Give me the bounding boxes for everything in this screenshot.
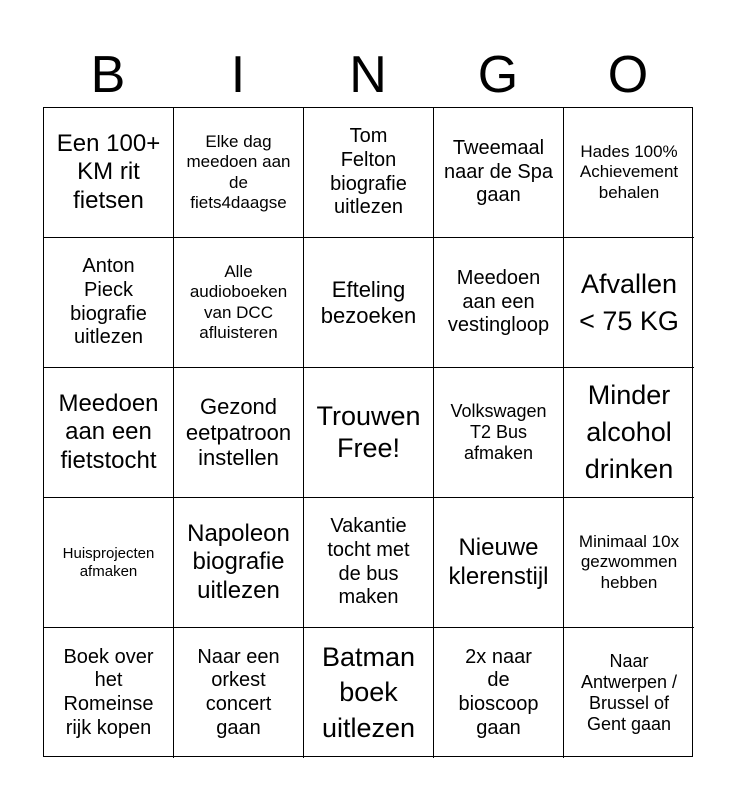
bingo-cell[interactable]: Nieuwe klerenstijl [434, 498, 564, 628]
header-letter-i: I [230, 46, 246, 104]
bingo-cell[interactable]: Elke dag meedoen aan de fiets4daagse [174, 108, 304, 238]
header-letter-b: B [90, 46, 126, 104]
bingo-cell[interactable]: Hades 100% Achievement behalen [564, 108, 694, 238]
bingo-cell[interactable]: Huisprojecten afmaken [44, 498, 174, 628]
bingo-cell[interactable]: Gezond eetpatroon instellen [174, 368, 304, 498]
bingo-card-grid [43, 107, 693, 757]
bingo-cell[interactable]: Een 100+ KM rit fietsen [44, 108, 174, 238]
bingo-cell[interactable]: Batman boek uitlezen [304, 628, 434, 758]
bingo-cell[interactable]: Naar een orkest concert gaan [174, 628, 304, 758]
bingo-cell[interactable]: Meedoen aan een fietstocht [44, 368, 174, 498]
bingo-cell[interactable]: Minder alcohol drinken [564, 368, 694, 498]
bingo-header [43, 42, 693, 108]
bingo-cell[interactable]: Boek over het Romeinse rijk kopen [44, 628, 174, 758]
header-letter-g: G [477, 46, 519, 104]
bingo-cell[interactable]: Trouwen Free! [304, 368, 434, 498]
header-letter-o: O [607, 46, 649, 104]
header-letter-n: N [349, 46, 387, 104]
bingo-cell[interactable]: Alle audioboeken van DCC afluisteren [174, 238, 304, 368]
bingo-cell[interactable]: Napoleon biografie uitlezen [174, 498, 304, 628]
bingo-cell[interactable]: Naar Antwerpen / Brussel of Gent gaan [580, 650, 678, 735]
bingo-cell[interactable]: Afvallen < 75 KG [564, 238, 694, 368]
bingo-cell[interactable]: Tweemaal naar de Spa gaan [434, 108, 564, 238]
bingo-cell[interactable]: Meedoen aan een vestingloop [434, 238, 564, 368]
bingo-cell[interactable]: 2x naar de bioscoop gaan [434, 628, 564, 758]
bingo-cell[interactable]: Anton Pieck biografie uitlezen [44, 238, 174, 368]
bingo-cell[interactable]: Efteling bezoeken [304, 238, 434, 368]
bingo-cell[interactable]: Vakantie tocht met de bus maken [304, 498, 434, 628]
bingo-cell[interactable]: Tom Felton biografie uitlezen [304, 108, 434, 238]
bingo-cell[interactable]: Volkswagen T2 Bus afmaken [434, 368, 564, 498]
bingo-cell[interactable]: Minimaal 10x gezwommen hebben [564, 498, 694, 628]
